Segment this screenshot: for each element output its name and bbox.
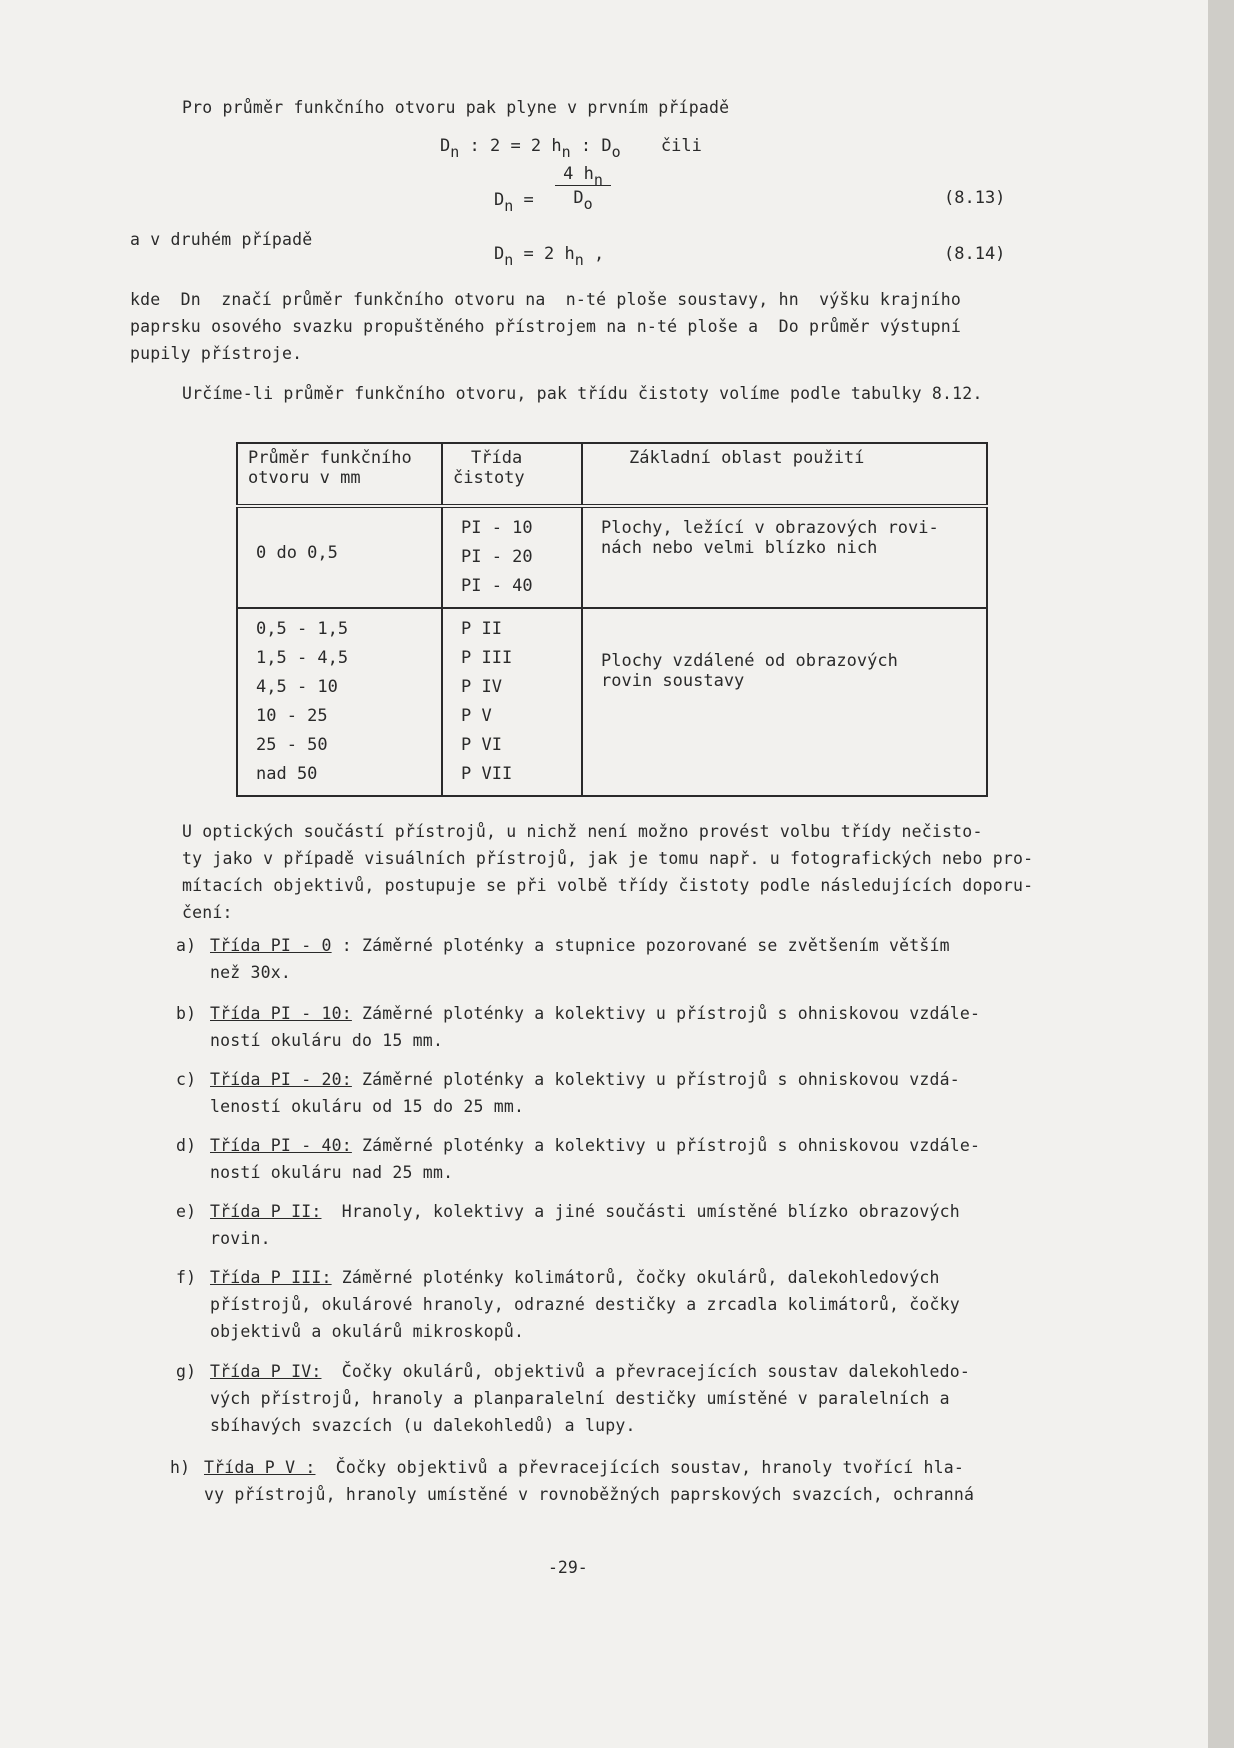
recommendation-intro: U optických součástí přístrojů, u nichž není možno provést volbu třídy nečisto- ty jako v případě visuálních přístrojů, jak je tomu např. u fotografických nebo pro- mítacích objektivů, postupuje se při volbě třídy čistoty podle následujících doporu- čení: bbox=[182, 822, 1034, 922]
table-reference: Určíme-li průměr funkčního otvoru, pak třídu čistoty volíme podle tabulky 8.12. bbox=[182, 384, 983, 403]
use-cell: Plochy, ležící v obrazových rovi- nách nebo velmi blízko nich bbox=[582, 506, 987, 608]
cleanliness-class-table bbox=[236, 442, 988, 797]
header-diameter: Průměr funkčního otvoru v mm bbox=[237, 443, 442, 506]
equation-3: $D_n = 2$ $h_n$ , bbox=[494, 244, 605, 269]
where-line-2: paprsku osového svazku propuštěného přístrojem na n-té ploše a Do průměr výstupní bbox=[130, 317, 961, 336]
equation-2-number: (8.13) bbox=[944, 188, 1006, 208]
where-line-1: kde Dn značí průměr funkčního otvoru na n-té ploše soustavy, hn výšku krajního bbox=[130, 290, 961, 309]
equation-2-fraction: $\frac{4 h_n}{D_o}$ bbox=[555, 164, 611, 208]
second-case-label: a v druhém případě bbox=[130, 230, 313, 249]
page-number: -29- bbox=[548, 1558, 588, 1577]
where-line-3: pupily přístroje. bbox=[130, 344, 303, 363]
header-class: Třída čistoty bbox=[442, 443, 582, 506]
table-row bbox=[237, 506, 987, 608]
use-cell: Plochy vzdálené od obrazových rovin soustavy bbox=[582, 608, 987, 796]
header-use: Základní oblast použití bbox=[582, 443, 987, 506]
diameter-cell: 0,5 - 1,5 1,5 - 4,5 4,5 - 10 10 - 25 25 - 50 nad 50 bbox=[237, 608, 442, 796]
document-page: Pro průměr funkčního otvoru pak plyne v prvním případě $D_n$ : 2 = 2 $h_n$ : $D_o$ čili $D_n$ = $\frac{4 h_n}{D_o}$ (8.13) a v druhém případě $D_n = 2$ $h_n$ , (8.14) kde Dn značí průměr funkčního otvoru na n-té ploše soustavy, hn výšku krajního paprsku osového svazku propuštěného přístrojem na n-té ploše a Do průměr výstupní pupily přístroje. Určíme-li průměr funkčního otvoru, pak třídu čistoty volíme podle tabulky 8.12. Průměr funkčního otvoru v mm Třída čistoty Základní oblast použití 0 do 0,5 PI - 10 PI - 20 PI - 40 Plochy, ležící v obrazových rovi- nách nebo velmi blízko nich 0,5 - 1,5 1,5 - 4,5 4,5 - 10 10 - 25 25 - 50 nad 50 P II P III P IV P V P VI P VII Plochy vzdálené od obrazových rovin soustavy U optických součástí přístrojů, u nichž není možno provést volbu třídy nečisto- ty jako v případě visuálních přístrojů, jak je tomu např. u fotografických nebo pro- mítacích objektivů, postupuje se při volbě třídy čistoty podle následujících doporu- čení: a) Třída PI - 0 : Záměrné ploténky a stupnice pozorované se zvětšením větším než 30x. b) Třída PI - 10: Záměrné ploténky a kolektivy u přístrojů s ohniskovou vzdále- ností okuláru do 15 mm. c) Třída PI - 20: Záměrné ploténky a kolektivy u přístrojů s ohniskovou vzdá- leností okuláru od 15 do 25 mm. d) Třída PI - 40: Záměrné ploténky a kolektivy u přístrojů s ohniskovou vzdále- ností okuláru nad 25 mm. e) Třída P II: Hranoly, kolektivy a jiné součásti umístěné blízko obrazových rovin. f) Třída P III: Záměrné ploténky kolimátorů, čočky okulárů, dalekohledových přístrojů, okulárové hranoly, odrazné destičky a zrcadla kolimátorů, čočky objektivů a okulárů mikroskopů. g) Třída P IV: Čočky okulárů, objektivů a převracejících soustav dalekohledo- vých přístrojů, hranoly a planparalelní destičky umístěné v paralelních a sbíhavých svazcích (u dalekohledů) a lupy. h) Třída P V : Čočky objektivů a převracejících soustav, hranoly tvořící hla- vy přístrojů, hranoly umístěné v rovnoběžných paprskových svazcích, ochranná -29- bbox=[0, 0, 1208, 1748]
equation-3-number: (8.14) bbox=[944, 244, 1006, 264]
class-cell: P II P III P IV P V P VI P VII bbox=[442, 608, 582, 796]
scan-edge bbox=[1208, 0, 1234, 1748]
table-row bbox=[237, 608, 987, 796]
diameter-cell: 0 do 0,5 bbox=[237, 506, 442, 608]
equation-1: $D_n$ : 2 = 2 $h_n$ : $D_o$ čili bbox=[440, 136, 702, 161]
equation-2-lhs: $D_n$ = bbox=[494, 190, 534, 215]
class-cell: PI - 10 PI - 20 PI - 40 bbox=[442, 506, 582, 608]
intro-line: Pro průměr funkčního otvoru pak plyne v prvním případě bbox=[182, 98, 730, 117]
